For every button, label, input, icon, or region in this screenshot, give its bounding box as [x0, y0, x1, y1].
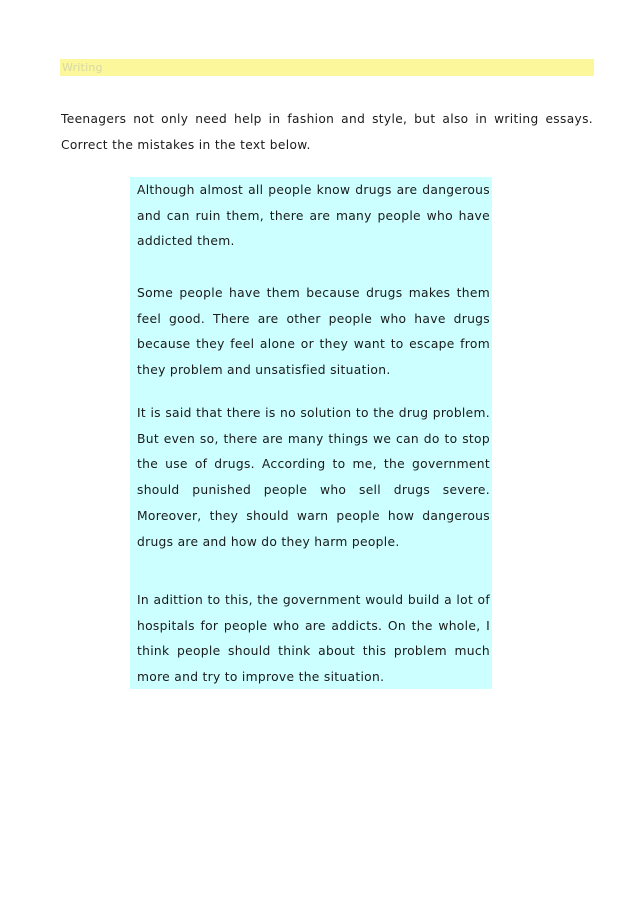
instructions-text: Teenagers not only need help in fashion and style, but also in writing essays. Correct the mistakes in the text below. [61, 112, 593, 152]
essay-paragraph-3: It is said that there is no solution to the drug problem. But even so, there are many things we can do to stop the use of drugs. According to me, the government should punished people who sell drugs severe. Moreover, they should warn people how dangerous drugs are and how do they harm people. [137, 406, 490, 549]
essay-paragraph-1: Although almost all people know drugs are dangerous and can ruin them, there are many people who have addicted them. [137, 183, 490, 249]
essay-paragraph-4: In adittion to this, the government would build a lot of hospitals for people who are addicts. On the whole, I think people should think about this problem much more and try to improve the situation. [137, 593, 490, 685]
section-heading-bar [60, 59, 594, 76]
section-heading: Writing [62, 61, 103, 74]
essay-paragraph-2: Some people have them because drugs makes them feel good. There are other people who have drugs because they feel alone or they want to escape from they problem and unsatisfied situation. [137, 286, 490, 378]
essay-box [130, 177, 492, 689]
